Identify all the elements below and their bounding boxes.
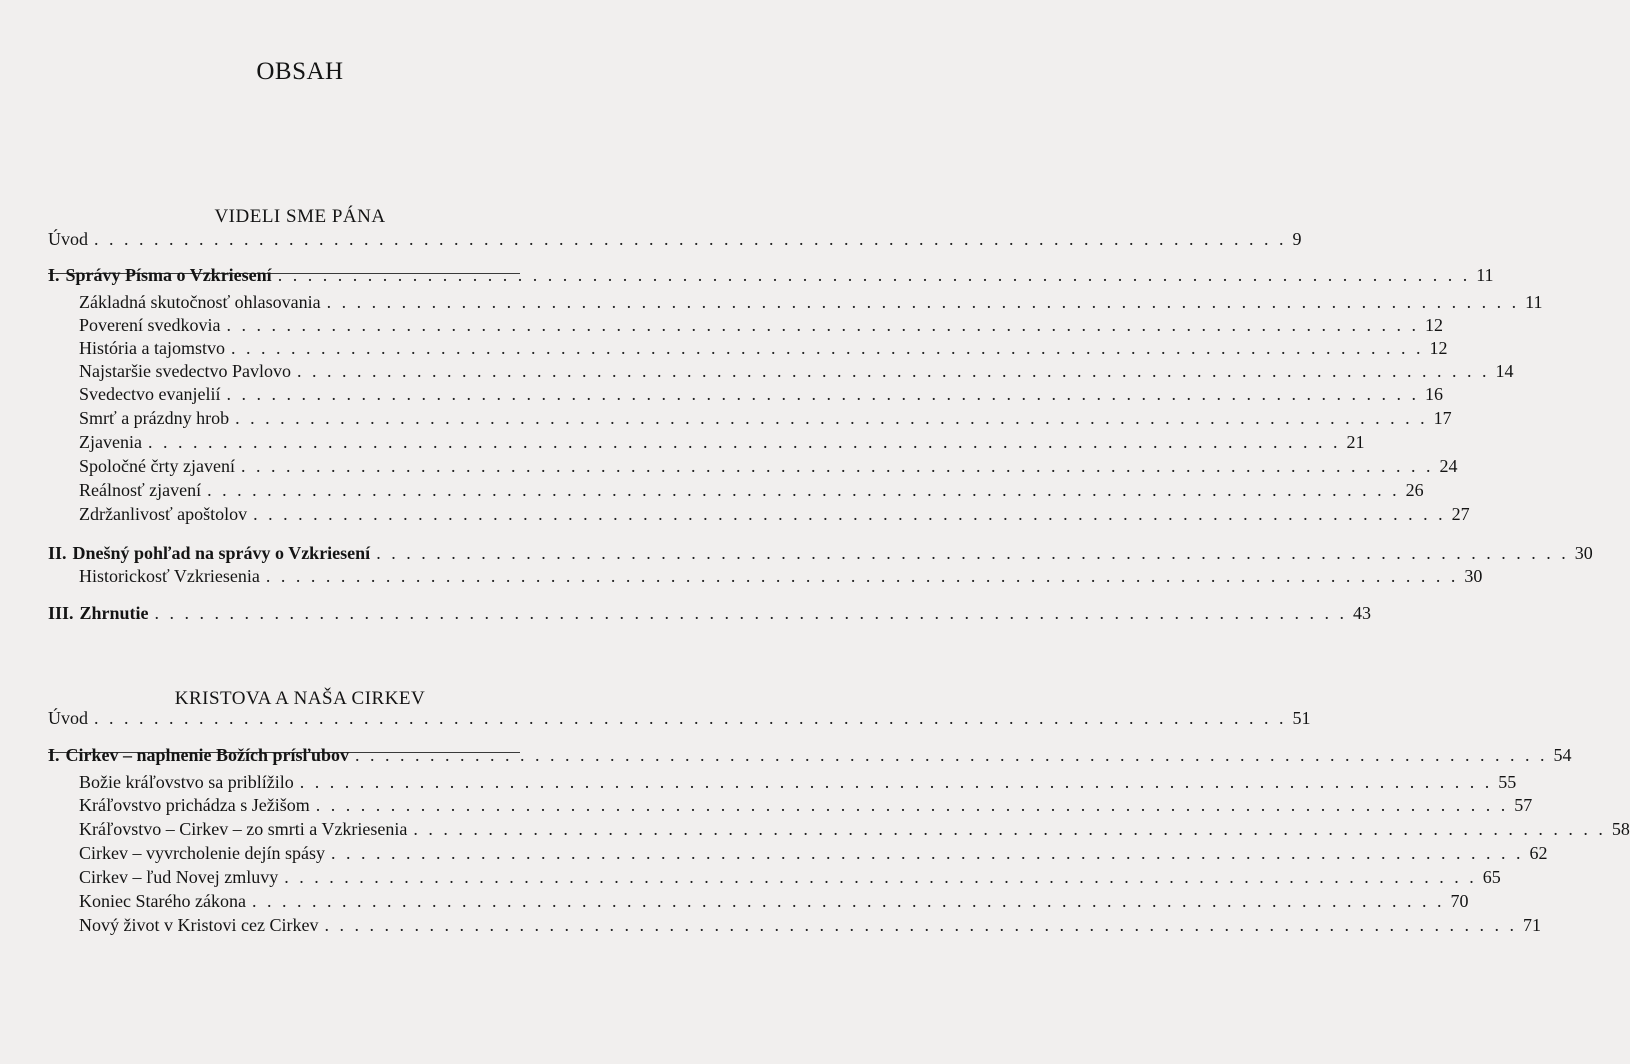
page-number: 9 [1292,229,1302,249]
entry-title: Úvod [48,229,88,249]
page-number: 11 [1476,265,1494,285]
toc-entry-label [79,914,318,936]
toc-entry[interactable] [48,740,1572,766]
chapter-number: III. [48,603,74,623]
toc-entry[interactable] [48,703,1311,729]
entry-title: Poverení svedkovia [79,315,221,335]
entry-title: Zjavenia [79,432,142,452]
dot-leader: . . . . . . . . . . . . . . . . . . . . . . . . . . . . . . . . . . . . . . . . . . . . . . . . . . . . . . . . . . . . . . . . . . . . . . . . . . . . . . . . [265,566,1459,586]
entry-title: Kráľovstvo – Cirkev – zo smrti a Vzkriesenia [79,819,408,839]
toc-entry[interactable] [79,403,1452,429]
dot-leader: . . . . . . . . . . . . . . . . . . . . . . . . . . . . . . . . . . . . . . . . . . . . . . . . . . . . . . . . . . . . . . . . . . . . . . . . . . . . . . . . [94,229,1287,249]
dot-leader: . . . . . . . . . . . . . . . . . . . . . . . . . . . . . . . . . . . . . . . . . . . . . . . . . . . . . . . . . . . . . . . . . . . . . . . . . . . . . . . . [326,292,1520,312]
entry-title: Božie kráľovstvo sa priblížilo [79,772,294,792]
entry-title: História a tajomstvo [79,338,225,358]
section-heading-2: KRISTOVA A NAŠA CIRKEV [174,688,426,709]
dot-leader: . . . . . . . . . . . . . . . . . . . . . . . . . . . . . . . . . . . . . . . . . . . . . . . . . . . . . . . . . . . . . . . . . . . . . . . . . . . . . . . . [315,795,1509,815]
dot-leader: . . . . . . . . . . . . . . . . . . . . . . . . . . . . . . . . . . . . . . . . . . . . . . . . . . . . . . . . . . . . . . . . . . . . . . . . . . . . . . . . [284,867,1477,887]
toc-entry-label [79,455,235,477]
toc-entry[interactable] [79,499,1470,525]
dot-leader: . . . . . . . . . . . . . . . . . . . . . . . . . . . . . . . . . . . . . . . . . . . . . . . . . . . . . . . . . . . . . . . . . . . . . . . . . . . . . . . . [251,891,1445,911]
toc-entry-label [48,228,88,250]
entry-title: Zhrnutie [79,603,149,623]
dot-leader: . . . . . . . . . . . . . . . . . . . . . . . . . . . . . . . . . . . . . . . . . . . . . . . . . . . . . . . . . . . . . . . . . . . . . . . . . . . . . . . . [324,915,1517,935]
dot-leader: . . . . . . . . . . . . . . . . . . . . . . . . . . . . . . . . . . . . . . . . . . . . . . . . . . . . . . . . . . . . . . . . . . . . . . . . . . . . . . . . [376,543,1569,563]
dot-leader: . . . . . . . . . . . . . . . . . . . . . . . . . . . . . . . . . . . . . . . . . . . . . . . . . . . . . . . . . . . . . . . . . . . . . . . . . . . . . . . . [253,504,1446,524]
dot-leader: . . . . . . . . . . . . . . . . . . . . . . . . . . . . . . . . . . . . . . . . . . . . . . . . . . . . . . . . . . . . . . . . . . . . . . . . . . . . . . . . [207,480,1400,500]
page-number: 55 [1498,772,1517,792]
chapter-number: I. [48,745,60,765]
toc-entry[interactable] [79,814,1630,840]
entry-title: Koniec Starého zákona [79,891,246,911]
page-number: 58 [1611,819,1630,839]
entry-title: Cirkev – ľud Novej zmluvy [79,867,279,887]
entry-title: Nový život v Kristovi cez Cirkev [79,915,319,935]
toc-entry-label [79,503,247,525]
entry-title: Smrť a prázdny hrob [79,408,230,428]
toc-entry-label [79,479,201,501]
toc-entry-label [79,890,246,912]
toc-entry-label [79,565,260,587]
toc-entry-label [79,866,278,888]
page-title: OBSAH [256,58,344,85]
page-number: 57 [1514,795,1533,815]
toc-entry[interactable] [79,862,1501,888]
page-number: 30 [1464,566,1483,586]
dot-leader: . . . . . . . . . . . . . . . . . . . . . . . . . . . . . . . . . . . . . . . . . . . . . . . . . . . . . . . . . . . . . . . . . . . . . . . . . . . . . . . . [235,408,1428,428]
entry-title: Historickosť Vzkriesenia [79,566,260,586]
entry-title: Zdržanlivosť apoštolov [79,504,248,524]
page-number: 11 [1525,292,1543,312]
toc-entry-label [79,407,229,429]
dot-leader: . . . . . . . . . . . . . . . . . . . . . . . . . . . . . . . . . . . . . . . . . . . . . . . . . . . . . . . . . . . . . . . . . . . . . . . . . . . . . . . . [240,456,1434,476]
entry-title: Reálnosť zjavení [79,480,202,500]
toc-entry[interactable] [79,379,1443,405]
toc-entry-label [48,744,349,766]
page-number: 71 [1522,915,1541,935]
page-number: 30 [1574,543,1593,563]
toc-entry[interactable] [48,598,1372,624]
dot-leader: . . . . . . . . . . . . . . . . . . . . . . . . . . . . . . . . . . . . . . . . . . . . . . . . . . . . . . . . . . . . . . . . . . . . . . . . . . . . . . . . [330,843,1524,863]
page-number: 24 [1439,456,1458,476]
toc-entry[interactable] [79,451,1458,477]
page-number: 26 [1405,480,1424,500]
entry-title: Svedectvo evanjelií [79,384,221,404]
dot-leader: . . . . . . . . . . . . . . . . . . . . . . . . . . . . . . . . . . . . . . . . . . . . . . . . . . . . . . . . . . . . . . . . . . . . . . . . . . . . . . . . [226,315,1419,335]
entry-title: Cirkev – vyvrcholenie dejín spásy [79,843,325,863]
entry-title: Najstaršie svedectvo Pavlovo [79,361,291,381]
dot-leader: . . . . . . . . . . . . . . . . . . . . . . . . . . . . . . . . . . . . . . . . . . . . . . . . . . . . . . . . . . . . . . . . . . . . . . . . . . . . . . . . [355,745,1548,765]
toc-entry-label [48,264,272,286]
page-number: 21 [1346,432,1365,452]
toc-entry[interactable] [79,790,1533,816]
toc-entry-label [79,383,220,405]
page-number: 12 [1429,338,1448,358]
toc-entry[interactable] [79,475,1424,501]
dot-leader: . . . . . . . . . . . . . . . . . . . . . . . . . . . . . . . . . . . . . . . . . . . . . . . . . . . . . . . . . . . . . . . . . . . . . . . . . . . . . . . . [226,384,1419,404]
entry-title: Základná skutočnosť ohlasovania [79,292,321,312]
section-heading-1: VIDELI SME PÁNA [214,206,386,227]
dot-leader: . . . . . . . . . . . . . . . . . . . . . . . . . . . . . . . . . . . . . . . . . . . . . . . . . . . . . . . . . . . . . . . . . . . . . . . . . . . . . . . . [299,772,1493,792]
dot-leader: . . . . . . . . . . . . . . . . . . . . . . . . . . . . . . . . . . . . . . . . . . . . . . . . . . . . . . . . . . . . . . . . . . . . . . . . . . . . . . . . [296,361,1490,381]
dot-leader: . . . . . . . . . . . . . . . . . . . . . . . . . . . . . . . . . . . . . . . . . . . . . . . . . . . . . . . . . . . . . . . . . . . . . . . . . . . . . . . . [154,603,1348,623]
page-number: 51 [1292,708,1311,728]
entry-title: Cirkev – naplnenie Božích prísľubov [65,745,349,765]
page-number: 12 [1424,315,1443,335]
toc-entry[interactable] [79,561,1483,587]
page-number: 43 [1353,603,1372,623]
page-number: 65 [1482,867,1501,887]
chapter-number: II. [48,543,67,563]
toc-entry[interactable] [48,260,1494,286]
dot-leader: . . . . . . . . . . . . . . . . . . . . . . . . . . . . . . . . . . . . . . . . . . . . . . . . . . . . . . . . . . . . . . . . . . . . . . . . . . . . . . . . [413,819,1606,839]
entry-title: Správy Písma o Vzkriesení [65,265,272,285]
toc-entry-label [48,707,88,729]
page-number: 62 [1529,843,1548,863]
entry-title: Kráľovstvo prichádza s Ježišom [79,795,310,815]
toc-entry[interactable] [79,910,1541,936]
dot-leader: . . . . . . . . . . . . . . . . . . . . . . . . . . . . . . . . . . . . . . . . . . . . . . . . . . . . . . . . . . . . . . . . . . . . . . . . . . . . . . . . [230,338,1424,358]
dot-leader: . . . . . . . . . . . . . . . . . . . . . . . . . . . . . . . . . . . . . . . . . . . . . . . . . . . . . . . . . . . . . . . . . . . . . . . . . . . . . . . . [277,265,1471,285]
toc-entry-label [48,602,149,624]
toc-entry[interactable] [79,886,1469,912]
toc-entry[interactable] [79,427,1365,453]
entry-title: Spoločné črty zjavení [79,456,235,476]
page-number: 70 [1450,891,1469,911]
page-number: 27 [1451,504,1470,524]
dot-leader: . . . . . . . . . . . . . . . . . . . . . . . . . . . . . . . . . . . . . . . . . . . . . . . . . . . . . . . . . . . . . . . . . . . . . . . . . . . . . . . . [147,432,1341,452]
toc-entry[interactable] [79,838,1548,864]
toc-entry-label [79,794,310,816]
page-number: 16 [1424,384,1443,404]
page-number: 17 [1433,408,1452,428]
dot-leader: . . . . . . . . . . . . . . . . . . . . . . . . . . . . . . . . . . . . . . . . . . . . . . . . . . . . . . . . . . . . . . . . . . . . . . . . . . . . . . . . [94,708,1287,728]
toc-entry-label [79,842,325,864]
toc-entry-label [79,431,142,453]
toc-entry[interactable] [48,224,1302,250]
page-number: 54 [1553,745,1572,765]
entry-title: Dnešný pohľad na správy o Vzkriesení [72,543,371,563]
page-number: 14 [1495,361,1514,381]
chapter-number: I. [48,265,60,285]
entry-title: Úvod [48,708,88,728]
toc-entry-label [79,818,407,840]
